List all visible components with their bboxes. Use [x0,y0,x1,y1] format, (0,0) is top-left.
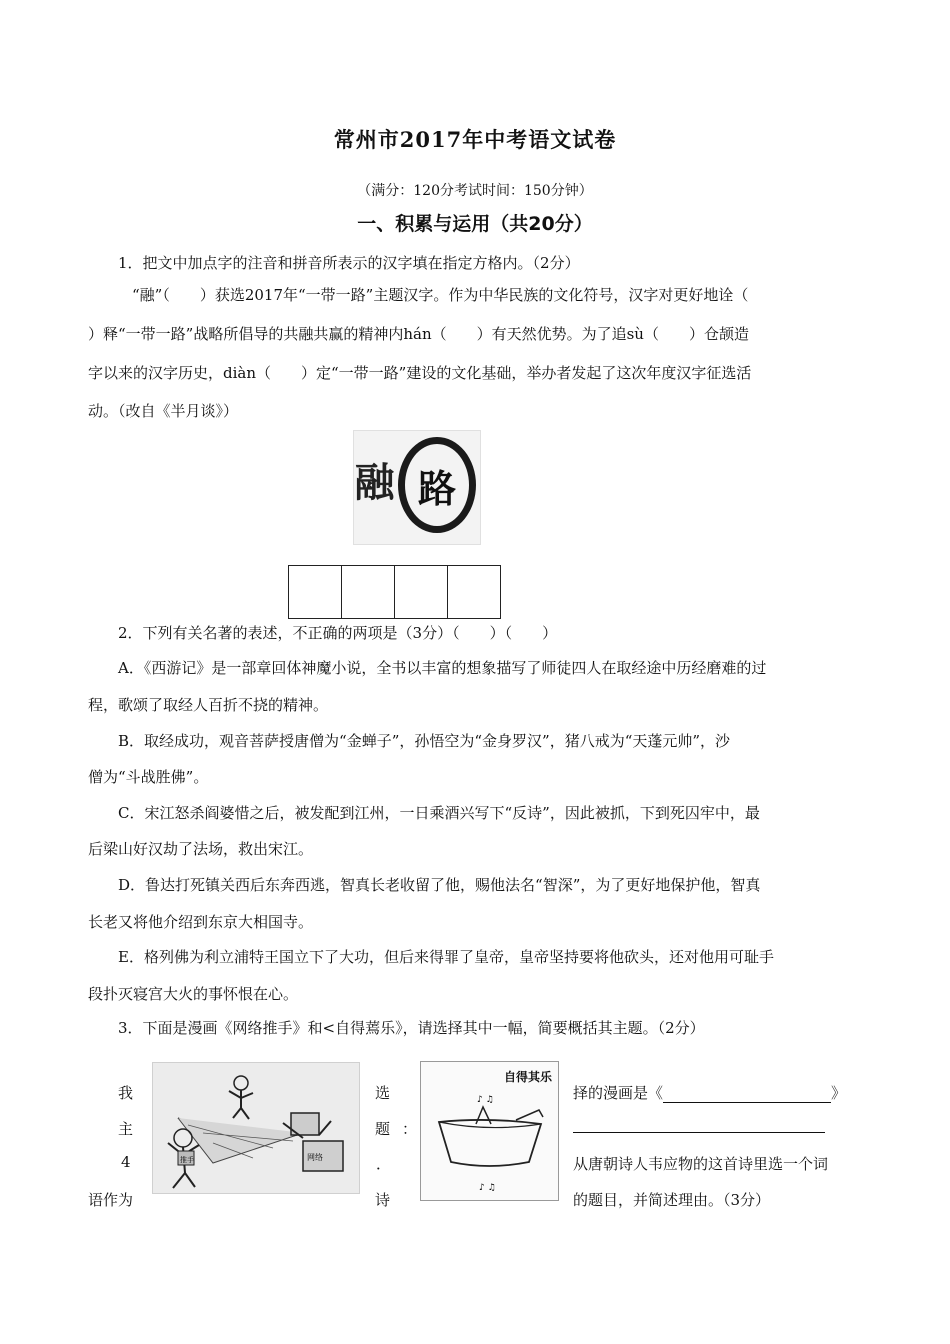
fragment-text: ． [376,1155,392,1173]
option-line: 长老又将他介绍到东京大相国寺。 [88,913,314,931]
question-3-stem: 3．下面是漫画《网络推手》和<自得蔫乐》，请选择其中一幅，简要概括其主题。（2分） [118,1019,705,1037]
fragment-text: 的题目，并简述理由。（3分） [573,1191,771,1209]
seal-image [348,430,481,545]
page-title: 常州市2017年中考语文试卷 [333,127,617,152]
chosen-cartoon-label-end: 》 [831,1084,847,1102]
cartoon2-title: 自得其乐 [503,1070,552,1084]
fragment-text [573,1082,846,1103]
fragment-text: 我 [118,1084,134,1102]
question-1-stem: 1．把文中加点字的注音和拼音所表示的汉字填在指定方格内。（2分） [118,254,580,272]
option-line: A．《西游记》是一部章回体神魔小说，全书以丰富的想象描写了师徒四人在取经途中历经磨难的过 [118,659,767,677]
fragment-text: 选 [375,1084,391,1102]
option-line: 后梁山好汉劫了法场，救出宋江。 [88,840,314,858]
cartoon-network-pusher [152,1062,360,1194]
seal-char-rong: 融 [348,461,395,501]
music-note-icon: ♪ ♫ [477,1095,494,1105]
option-line: C．宋江怒杀阎婆惜之后，被发配到江州，一日乘酒兴写下“反诗”，因此被抓，下到死囚牢中，最 [118,804,760,822]
cartoon-self-content [420,1061,559,1201]
answer-box[interactable] [394,565,448,619]
fragment-text: ： [402,1120,418,1138]
fragment-text: 4 [121,1153,131,1171]
fragment-text: 题 [375,1120,391,1138]
option-line: 段扑灭寝宫大火的事怀恨在心。 [88,985,299,1003]
chosen-cartoon-label: 择的漫画是《 [573,1084,664,1102]
fragment-text: 从唐朝诗人韦应物的这首诗里选一个词 [573,1155,829,1173]
question-1-passage-line: ）释“一带一路”战略所倡导的共融共赢的精神内hán（ ）有天然优势。为了追sù（ ）仓颉造 [88,325,749,343]
answer-box[interactable] [288,565,342,619]
option-line: D．鲁达打死镇关西后东奔西逃，智真长老收留了他，赐他法名“智深”，为了更好地保护他，智真 [118,876,761,894]
answer-boxes [289,565,501,619]
question-1-passage-line: 字以来的汉字历史，diàn（ ）定“一带一路”建设的文化基础，举办者发起了这次年度汉字征选活 [88,364,752,382]
question-2-stem: 2．下列有关名著的表述，不正确的两项是（3分）（ ）（ ） [118,624,558,642]
fragment-text: 语作为 [88,1191,134,1209]
answer-box[interactable] [341,565,395,619]
answer-box[interactable] [447,565,501,619]
section-heading: 一、积累与运用（共20分） [357,213,593,235]
exam-meta: （满分：120分考试时间：150分钟） [357,183,593,199]
cartoon1-label-network: 网络 [307,1153,323,1162]
cartoon1-label-pusher: 推手 [180,1156,194,1164]
option-line: 程，歌颂了取经人百折不挠的精神。 [88,696,329,714]
music-note-icon: ♪ ♫ [479,1183,496,1193]
option-line: E．格列佛为利立浦特王国立下了大功，但后来得罪了皇帝，皇帝坚持要将他砍头，还对他用可耻手 [118,948,774,966]
answer-blank[interactable] [663,1084,831,1103]
seal-circle [398,437,476,533]
option-line: 僧为“斗战胜佛”。 [88,768,209,786]
seal-char-lu: 路 [417,465,456,511]
answer-blank[interactable] [573,1118,825,1133]
fragment-text: 主 [118,1120,134,1138]
option-line: B．取经成功，观音菩萨授唐僧为“金蝉子”，孙悟空为“金身罗汉”，猪八戒为“天蓬元帅”，沙 [118,732,731,750]
question-1-passage-line: “融”（ ）获选2017年“一带一路”主题汉字。作为中华民族的文化符号，汉字对更好地诠（ [132,286,749,304]
fragment-text: 诗 [375,1191,391,1209]
question-1-passage-line: 动。（改自《半月谈》） [88,402,239,420]
